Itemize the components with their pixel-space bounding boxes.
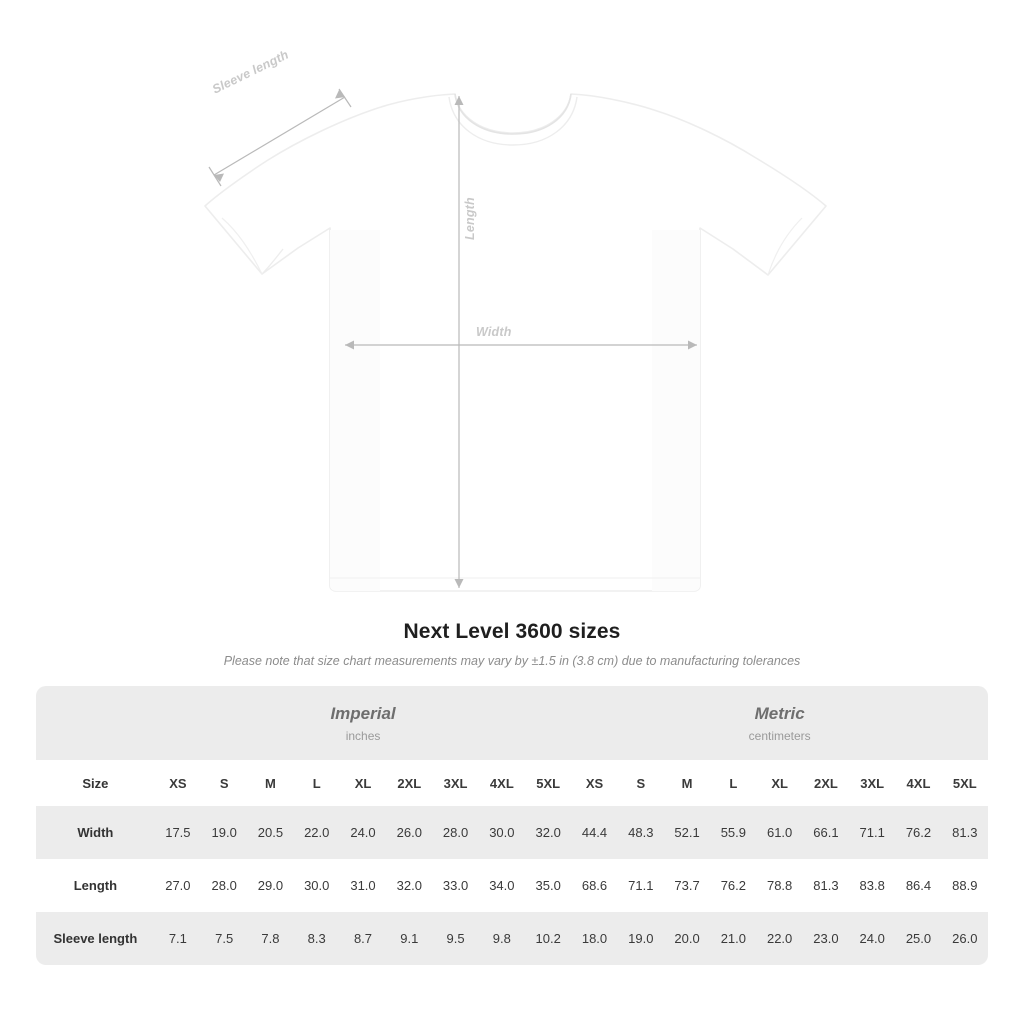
unit-group-header-imperial (155, 686, 572, 760)
length-label: Length (463, 197, 477, 240)
measurement-label-width: Width (36, 806, 155, 859)
measurement-value: 28.0 (432, 806, 478, 859)
table-row (36, 912, 988, 965)
measurement-value: 52.1 (664, 806, 710, 859)
size-column-header: 2XL (386, 760, 432, 806)
measurement-value: 61.0 (756, 806, 802, 859)
measurement-value: 30.0 (479, 806, 525, 859)
size-column-header: M (664, 760, 710, 806)
measurement-value: 27.0 (165, 878, 191, 893)
size-header-row (36, 760, 988, 806)
size-column-header: 5XL (942, 760, 988, 806)
measurement-value: 19.0 (201, 806, 247, 859)
table-row (36, 806, 988, 859)
size-header-cell: Size (36, 760, 155, 806)
measurement-label-sleeve-length: Sleeve length (36, 912, 155, 965)
measurement-value: 35.0 (535, 878, 561, 893)
measurement-value: 68.6 (581, 878, 608, 893)
unit-header-row (36, 686, 988, 760)
tshirt-shape (205, 94, 826, 591)
table-row (36, 859, 988, 912)
measurement-label-length: Length (73, 878, 118, 893)
size-column-header: XS (571, 760, 617, 806)
measurement-value: 66.1 (803, 806, 849, 859)
size-column-header: L (710, 760, 756, 806)
measurement-value: 44.4 (571, 806, 617, 859)
size-column-header: S (201, 760, 247, 806)
measurement-value: 21.0 (710, 912, 756, 965)
measurement-value: 28.0 (211, 878, 237, 893)
size-column-header: 5XL (525, 760, 571, 806)
measurement-value: 19.0 (618, 912, 664, 965)
measurement-value: 48.3 (618, 806, 664, 859)
tolerance-note: Please note that size chart measurements may vary by ±1.5 in (3.8 cm) due to manufacturing tolerances (223, 654, 801, 668)
measurement-value: 25.0 (895, 912, 941, 965)
measurement-value: 7.1 (155, 912, 201, 965)
measurement-value: 23.0 (803, 912, 849, 965)
size-column-header: M (247, 760, 293, 806)
measurement-value: 76.2 (895, 806, 941, 859)
measurement-value: 17.5 (155, 806, 201, 859)
size-chart-table (36, 686, 988, 965)
sleeve-length-label: Sleeve length (210, 47, 291, 97)
measurement-value: 34.0 (489, 878, 515, 893)
measurement-value: 33.0 (442, 878, 469, 893)
measurement-value: 26.0 (386, 806, 432, 859)
measurement-value: 71.1 (628, 878, 654, 893)
measurement-value: 30.0 (304, 878, 330, 893)
unit-group-header-metric (571, 686, 988, 760)
measurement-value: 20.0 (664, 912, 710, 965)
measurement-value: 26.0 (942, 912, 988, 965)
measurement-value: 81.3 (813, 878, 839, 893)
measurement-value: 24.0 (849, 912, 895, 965)
measurement-value: 9.8 (479, 912, 525, 965)
measurement-value: 76.2 (720, 878, 746, 893)
measurement-value: 29.0 (257, 878, 284, 893)
measurement-value: 10.2 (525, 912, 571, 965)
size-column-header: XS (155, 760, 201, 806)
unit-group-title: Imperial (330, 704, 396, 724)
measurement-value: 8.3 (294, 912, 340, 965)
width-label: Width (476, 325, 512, 339)
measurement-value: 78.8 (766, 878, 793, 893)
measurement-value: 73.7 (674, 878, 700, 893)
measurement-value: 18.0 (571, 912, 617, 965)
measurement-value: 22.0 (294, 806, 340, 859)
measurement-value: 32.0 (396, 878, 422, 893)
size-column-header: 3XL (849, 760, 895, 806)
unit-group-subtitle: centimeters (748, 728, 811, 743)
size-column-header: 4XL (895, 760, 941, 806)
unit-group-title: Metric (754, 704, 805, 724)
measurement-value: 7.8 (247, 912, 293, 965)
measurement-value: 9.1 (386, 912, 432, 965)
measurement-value: 32.0 (525, 806, 571, 859)
measurement-value: 31.0 (350, 878, 376, 893)
size-column-header: XL (340, 760, 386, 806)
table-corner-cell (36, 686, 155, 760)
measurement-value: 71.1 (849, 806, 895, 859)
size-column-header: L (294, 760, 340, 806)
size-column-header: S (618, 760, 664, 806)
size-column-header: XL (756, 760, 802, 806)
measurement-value: 81.3 (942, 806, 988, 859)
chart-heading (0, 620, 1024, 668)
measurement-value: 88.9 (952, 878, 978, 893)
measurement-value: 24.0 (340, 806, 386, 859)
measurement-value: 7.5 (201, 912, 247, 965)
size-column-header: 4XL (479, 760, 525, 806)
measurement-value: 83.8 (859, 878, 885, 893)
size-column-header: 3XL (432, 760, 478, 806)
measurement-value: 20.5 (247, 806, 293, 859)
measurement-value: 55.9 (710, 806, 756, 859)
measurement-value: 9.5 (432, 912, 478, 965)
unit-group-subtitle: inches (345, 728, 381, 743)
page-title: Next Level 3600 sizes (403, 620, 621, 643)
size-column-header: 2XL (803, 760, 849, 806)
measurement-value: 22.0 (756, 912, 802, 965)
measurement-value: 86.4 (905, 878, 932, 893)
measurement-value: 8.7 (340, 912, 386, 965)
size-chart-table-wrapper (36, 686, 988, 965)
